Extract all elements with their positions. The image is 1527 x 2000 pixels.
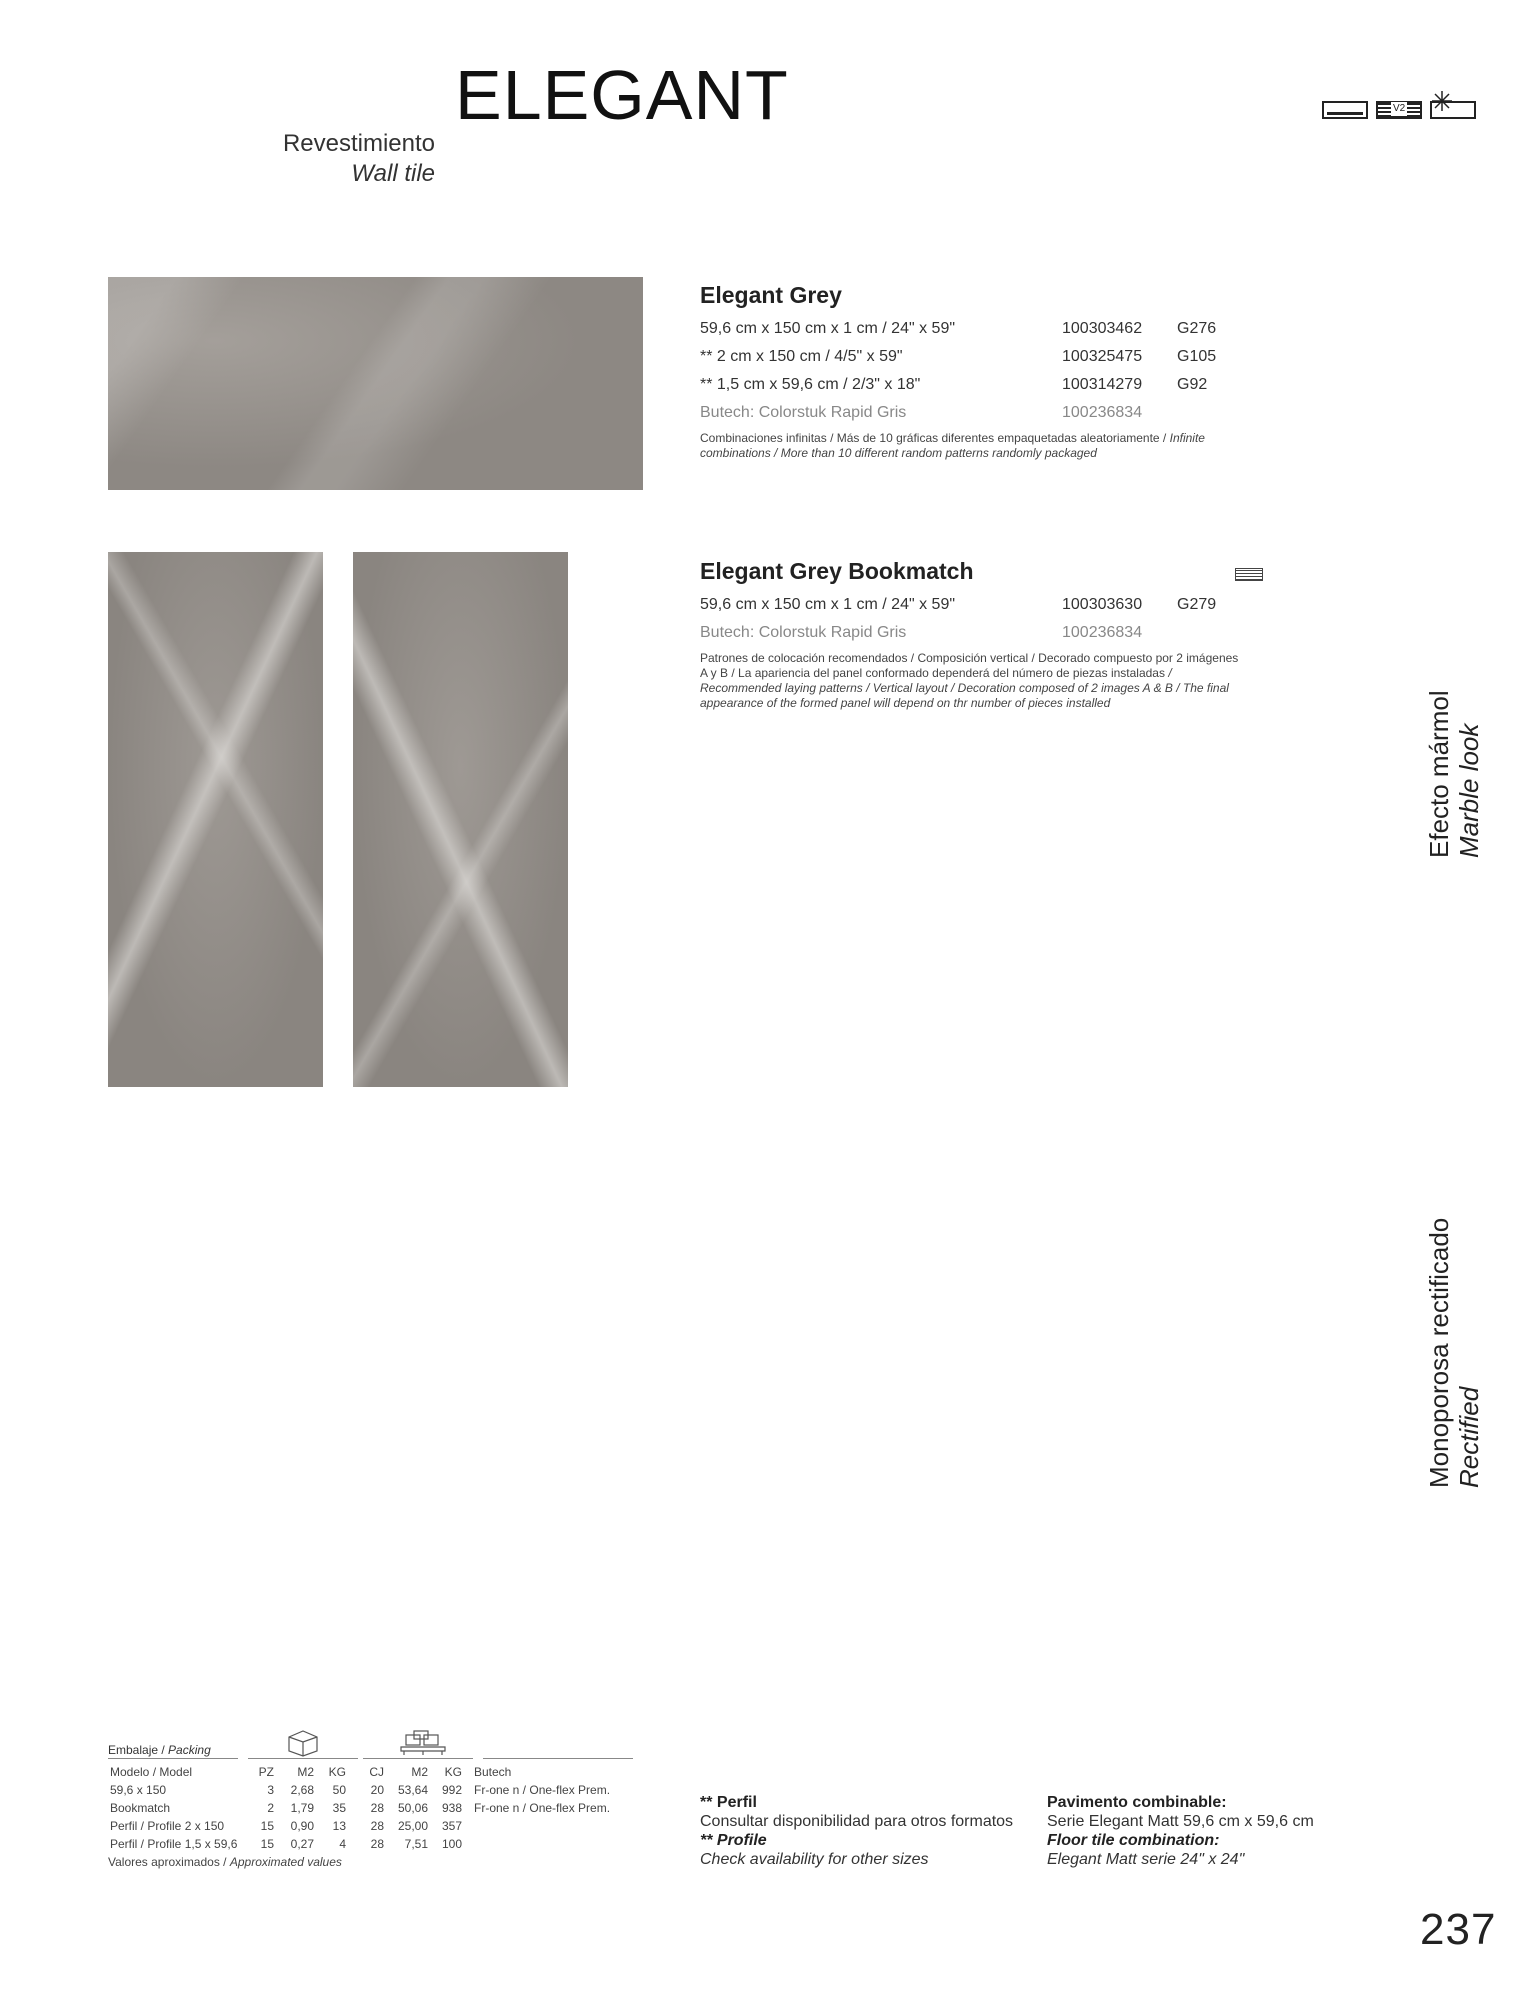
- cell: 28: [370, 1837, 384, 1851]
- cell: 3: [267, 1783, 274, 1797]
- row-code: 100303630: [1062, 596, 1143, 613]
- col-header: PZ: [258, 1765, 274, 1779]
- cell: 938: [441, 1801, 462, 1815]
- packing-title-en: Packing: [168, 1743, 211, 1757]
- cell: 59,6 x 150: [110, 1783, 167, 1797]
- floor-title-es: Pavimento combinable:: [1047, 1794, 1227, 1811]
- cell: 20: [370, 1783, 384, 1797]
- product-note: [700, 431, 1240, 461]
- floor-text-es: Serie Elegant Matt 59,6 cm x 59,6 cm: [1047, 1813, 1314, 1830]
- cell: Bookmatch: [110, 1801, 171, 1815]
- cell: Fr-one n / One-flex Prem.: [474, 1801, 611, 1815]
- bookmatch-tile-b-image: [353, 552, 568, 1087]
- floor-text-en: Elegant Matt serie 24" x 24": [1047, 1851, 1245, 1868]
- footnote-en: Approximated values: [229, 1855, 342, 1869]
- profile-title: ** Profile: [700, 1832, 767, 1849]
- cell: 1,79: [290, 1801, 314, 1815]
- floor-combination-note: [1047, 1793, 1387, 1869]
- col-header: M2: [411, 1765, 428, 1779]
- row-ref: G105: [1177, 348, 1217, 365]
- perfil-title: ** Perfil: [700, 1794, 757, 1811]
- packing-title-es: Embalaje /: [108, 1743, 165, 1757]
- packing-title: [108, 1743, 211, 1757]
- table-row: [108, 1799, 633, 1817]
- rectified-edge-icon: [1322, 101, 1368, 119]
- packing-footnote: [108, 1855, 633, 1869]
- col-header: Butech: [474, 1765, 512, 1779]
- page-number: 237: [1420, 1905, 1497, 1954]
- side-label-es: Monoporosa rectificado: [1424, 1217, 1454, 1488]
- bookmatch-pattern-icon: [1235, 568, 1263, 581]
- pallet-icon: [398, 1729, 448, 1757]
- butech-row: [700, 399, 1280, 427]
- product-elegant-grey: [700, 282, 1280, 461]
- row-size: ** 1,5 cm x 59,6 cm / 2/3" x 18": [700, 376, 921, 393]
- note-es: Patrones de colocación recomendados / Composición vertical / Decorado compuesto por 2 imágenes A y B / La apariencia del panel conformado dependerá del número de piezas instaladas: [700, 651, 1239, 680]
- cell: 50,06: [397, 1801, 428, 1815]
- table-row: [108, 1781, 633, 1799]
- bookmatch-tile-a-image: [108, 552, 323, 1087]
- packing-header-row: [108, 1763, 633, 1781]
- footnote-es: Valores aproximados /: [108, 1855, 227, 1869]
- col-header: KG: [328, 1765, 346, 1779]
- product-row: [700, 371, 1280, 399]
- row-size: 59,6 cm x 150 cm x 1 cm / 24" x 59": [700, 596, 956, 613]
- cell: Perfil / Profile 1,5 x 59,6: [110, 1837, 238, 1851]
- cell: Perfil / Profile 2 x 150: [110, 1819, 225, 1833]
- subtitle-es: Revestimiento: [282, 130, 435, 157]
- cell: 53,64: [397, 1783, 428, 1797]
- product-elegant-grey-bookmatch: [700, 558, 1280, 711]
- product-row: [700, 315, 1280, 343]
- perfil-text: Consultar disponibilidad para otros formatos: [700, 1813, 1014, 1830]
- product-name: Elegant Grey: [700, 282, 842, 308]
- cell: [464, 1835, 633, 1853]
- floor-title-en: Floor tile combination:: [1047, 1832, 1220, 1849]
- cell: Fr-one n / One-flex Prem.: [474, 1783, 611, 1797]
- cell: 7,51: [404, 1837, 428, 1851]
- row-code: 100325475: [1062, 348, 1143, 365]
- cell: 357: [441, 1819, 462, 1833]
- row-code: 100314279: [1062, 376, 1143, 393]
- cell: 35: [332, 1801, 346, 1815]
- product-row: [700, 591, 1280, 619]
- butech-label: Butech: Colorstuk Rapid Gris: [700, 624, 907, 641]
- product-name: Elegant Grey Bookmatch: [700, 558, 974, 584]
- butech-code: 100236834: [1062, 404, 1143, 421]
- v2-badge: V2: [1393, 103, 1406, 114]
- cell: 0,90: [290, 1819, 314, 1833]
- side-label-en: Rectified: [1453, 1386, 1484, 1488]
- col-header: CJ: [369, 1765, 384, 1779]
- cell: 50: [332, 1783, 346, 1797]
- feature-icons: [1322, 101, 1476, 123]
- col-header: Modelo / Model: [110, 1765, 193, 1779]
- side-label-rectified: [1425, 1218, 1485, 1488]
- note-en: Infinite combinations / More than 10 different random patterns randomly packaged: [700, 431, 1205, 460]
- elegant-grey-tile-image: [108, 277, 643, 490]
- row-ref: G279: [1177, 596, 1217, 613]
- side-label-en: Marble look: [1453, 723, 1484, 858]
- row-size: ** 2 cm x 150 cm / 4/5" x 59": [700, 348, 903, 365]
- note-es: Combinaciones infinitas / Más de 10 gráficas diferentes empaquetadas aleatoriamente /: [700, 431, 1167, 445]
- cell: 0,27: [290, 1837, 314, 1851]
- profile-text: Check availability for other sizes: [700, 1851, 929, 1868]
- cell: 100: [441, 1837, 462, 1851]
- butech-code: 100236834: [1062, 624, 1143, 641]
- cell: 25,00: [397, 1819, 428, 1833]
- side-label-marble: [1425, 690, 1485, 858]
- packing-table: [108, 1727, 633, 1869]
- cell: 13: [332, 1819, 346, 1833]
- box-icon: [283, 1727, 323, 1757]
- note-en: / Recommended laying patterns / Vertical layout / Decoration composed of 2 images A & B / The final appearance of the formed panel will depend on thr number of pieces installed: [700, 666, 1229, 710]
- subtitle-en: Wall tile: [351, 160, 435, 187]
- row-code: 100303462: [1062, 320, 1143, 337]
- row-ref: G276: [1177, 320, 1217, 337]
- table-row: [108, 1817, 633, 1835]
- profile-note: [700, 1793, 1030, 1869]
- table-row: [108, 1835, 633, 1853]
- row-size: 59,6 cm x 150 cm x 1 cm / 24" x 59": [700, 320, 956, 337]
- v2-variation-icon: [1376, 101, 1422, 119]
- product-row: [700, 343, 1280, 371]
- butech-label: Butech: Colorstuk Rapid Gris: [700, 404, 907, 421]
- side-label-es: Efecto mármol: [1424, 690, 1454, 858]
- cell: 28: [370, 1819, 384, 1833]
- cell: 2: [267, 1801, 274, 1815]
- product-note: [700, 651, 1240, 711]
- row-ref: G92: [1177, 376, 1208, 393]
- cell: 28: [370, 1801, 384, 1815]
- cell: 15: [260, 1819, 274, 1833]
- butech-row: [700, 619, 1280, 647]
- col-header: M2: [297, 1765, 314, 1779]
- col-header: KG: [444, 1765, 462, 1779]
- cell: 2,68: [290, 1783, 314, 1797]
- cell: 15: [260, 1837, 274, 1851]
- gloss-icon: [1430, 101, 1476, 119]
- page-title: ELEGANT: [455, 56, 789, 134]
- cell: 4: [339, 1837, 346, 1851]
- cell: 992: [441, 1783, 462, 1797]
- cell: [464, 1817, 633, 1835]
